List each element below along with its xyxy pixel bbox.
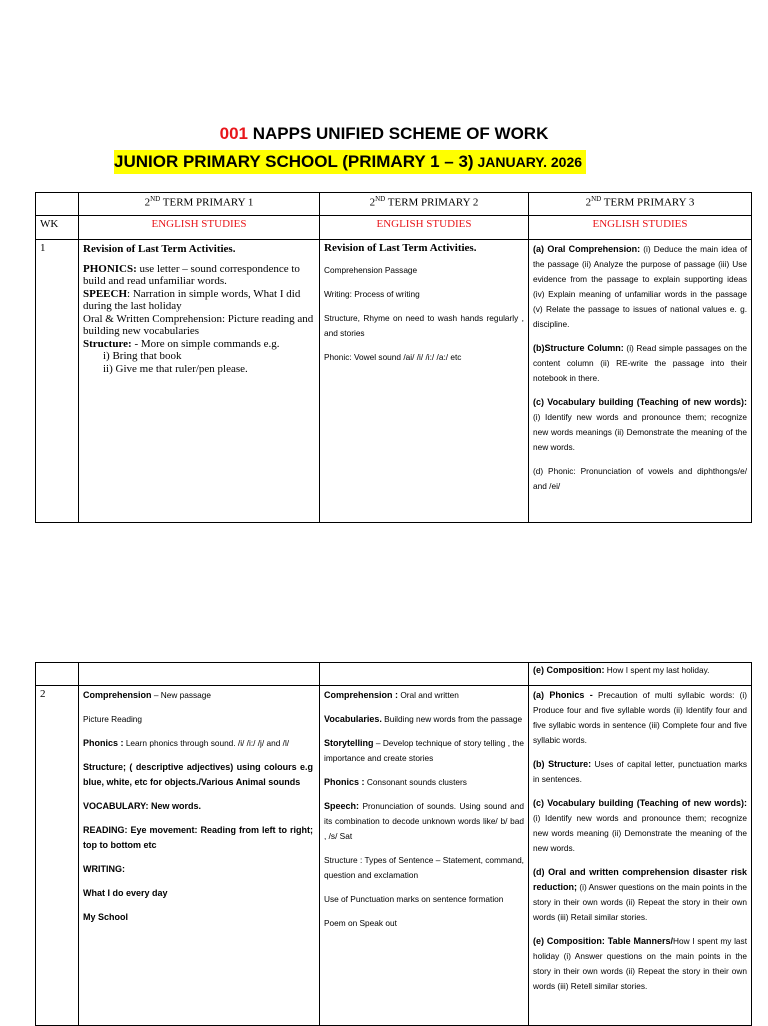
list-item: Writing: Process of writing xyxy=(324,289,420,299)
week-number: 1 xyxy=(36,240,79,523)
scheme-table-page-2 xyxy=(35,662,752,1026)
scheme-title: NAPPS UNIFIED SCHEME OF WORK xyxy=(248,124,549,143)
composition-continued: (e) Composition: How I spent my last holiday. xyxy=(529,663,752,686)
list-item: ii) Give me that ruler/pen please. xyxy=(103,362,248,375)
writing-topic: My School xyxy=(83,912,129,922)
subject-primary-3: ENGLISH STUDIES xyxy=(529,216,752,240)
empty-cell xyxy=(79,663,320,686)
phonics-text: Phonics : Learn phonics through sound. /i/ /i:/ /j/ and /l/ xyxy=(83,738,290,748)
week-2-primary-1 xyxy=(79,686,320,1026)
phonic-text: (d) Phonic: Pronunciation of vowels and diphthongs/e/ and /ei/ xyxy=(533,466,747,491)
vocabulary-text: VOCABULARY: New words. xyxy=(83,801,202,811)
poem-text: Poem on Speak out xyxy=(324,918,397,928)
header-primary-2: 2ND TERM PRIMARY 2 xyxy=(320,193,529,216)
composition-text: (e) Composition: Table Manners/How I spent my last holiday (i) Answer questions on the main points in the story in their own words (ii) Repeat the story in their own words (iii) Retell similar stories. xyxy=(533,936,747,991)
structure-text: Structure: - More on simple commands e.g. xyxy=(83,337,280,350)
empty-header-cell xyxy=(36,193,79,216)
scheme-table-page-1 xyxy=(35,192,752,523)
header-primary-1: 2ND TERM PRIMARY 1 xyxy=(79,193,320,216)
picture-reading: Picture Reading xyxy=(83,714,143,724)
comprehension-text: Comprehension : Oral and written xyxy=(324,690,459,700)
vocabularies-text: Vocabularies. Building new words from the passage xyxy=(324,714,523,724)
oral-written-comprehension: (d) Oral and written comprehension disaster risk reduction; (i) Answer questions on the main points in the story in their own words (ii) Repeat the story in their own words (iii) Retail similar stories. xyxy=(533,867,747,922)
speech-text: Speech: Pronunciation of sounds. Using sound and its combination to decode unknown words like/ b/ bad , /s/ Sat xyxy=(324,801,524,841)
empty-cell xyxy=(320,663,529,686)
subject-primary-2: ENGLISH STUDIES xyxy=(320,216,529,240)
storytelling-text: Storytelling – Develop technique of story telling , the importance and create stories xyxy=(324,738,524,763)
header-primary-3: 2ND TERM PRIMARY 3 xyxy=(529,193,752,216)
week-1-primary-3 xyxy=(529,240,752,523)
list-item: Structure, Rhyme on need to wash hands regularly , and stories xyxy=(324,313,524,338)
document-title xyxy=(0,124,768,144)
speech-text: SPEECH: Narration in simple words, What I did during the last holiday xyxy=(83,287,301,312)
vocabulary-building: (c) Vocabulary building (Teaching of new words):(i) Identify new words and pronounce them; recognize new words meanings (ii) Demonstrate the meaning of the new words. xyxy=(533,397,747,452)
comprehension-text: Comprehension – New passage xyxy=(83,690,212,700)
wk-label: WK xyxy=(36,216,79,240)
vocabulary-building: (c) Vocabulary building (Teaching of new words): (i) Identify new words and pronounce them; recognize new words meaning (ii) Demonstrate the meaning of the new words. xyxy=(533,798,747,853)
term-date: JANUARY. 2026 xyxy=(473,154,583,170)
continuation-row xyxy=(36,663,752,686)
phonics-text: PHONICS: use letter – sound correspondence to build and read unfamiliar words. xyxy=(83,262,300,287)
empty-cell xyxy=(36,663,79,686)
structure-text: Structure; ( descriptive adjectives) using colours e.g blue, white, etc for objects./Various Animal sounds xyxy=(83,762,313,787)
week-1-primary-1 xyxy=(79,240,320,523)
subject-primary-1: ENGLISH STUDIES xyxy=(79,216,320,240)
structure-text: Structure : Types of Sentence – Statement, command, question and exclamation xyxy=(324,855,524,880)
week-2-row xyxy=(36,686,752,1026)
revision-heading: Revision of Last Term Activities. xyxy=(83,243,236,255)
reading-text: READING: Eye movement: Reading from left to right; top to bottom etc xyxy=(83,825,313,850)
list-item: Comprehension Passage xyxy=(324,265,418,275)
week-number: 2 xyxy=(36,686,79,1026)
phonics-text: Phonics : Consonant sounds clusters xyxy=(324,777,467,787)
oral-comprehension-text: Oral & Written Comprehension: Picture reading and building new vocabularies xyxy=(83,312,314,337)
week-1-row xyxy=(36,240,752,523)
list-item: i) Bring that book xyxy=(103,350,182,362)
writing-label: WRITING: xyxy=(83,864,125,874)
revision-heading: Revision of Last Term Activities. xyxy=(324,242,477,254)
punctuation-text: Use of Punctuation marks on sentence formation xyxy=(324,894,504,904)
list-item: Phonic: Vowel sound /ai/ /i/ /i:/ /a:/ etc xyxy=(324,352,462,362)
week-1-primary-2 xyxy=(320,240,529,523)
week-2-primary-3 xyxy=(529,686,752,1026)
subject-row xyxy=(36,216,752,240)
term-header-row xyxy=(36,193,752,216)
oral-comprehension: (a) Oral Comprehension: (i) Deduce the main idea of the passage (ii) Analyze the purpose of passage (iii) Use evidence from the passage to explain supporting ideas (iv) Explain meaning of unfamiliar words in the passage (v) Relate the passage to issues of national values e. g. discipline. xyxy=(533,244,747,329)
week-2-primary-2 xyxy=(320,686,529,1026)
writing-topic: What I do every day xyxy=(83,888,168,898)
document-subtitle xyxy=(114,150,586,174)
structure-column: (b)Structure Column: (i) Read simple passages on the content column (ii) RE-write the passage into their notebook in there. xyxy=(533,343,747,383)
phonics-text: (a) Phonics - Precaution of multi syllabic words: (i) Produce four and five syllable words (ii) Identify four and five syllabic words in sentence (iii) Complete four and five syllabic words. xyxy=(533,690,747,745)
scheme-number: 001 xyxy=(219,124,248,143)
structure-text: (b) Structure: Uses of capital letter, punctuation marks in sentences. xyxy=(533,759,748,784)
school-level: JUNIOR PRIMARY SCHOOL (PRIMARY 1 – 3) xyxy=(114,152,474,171)
